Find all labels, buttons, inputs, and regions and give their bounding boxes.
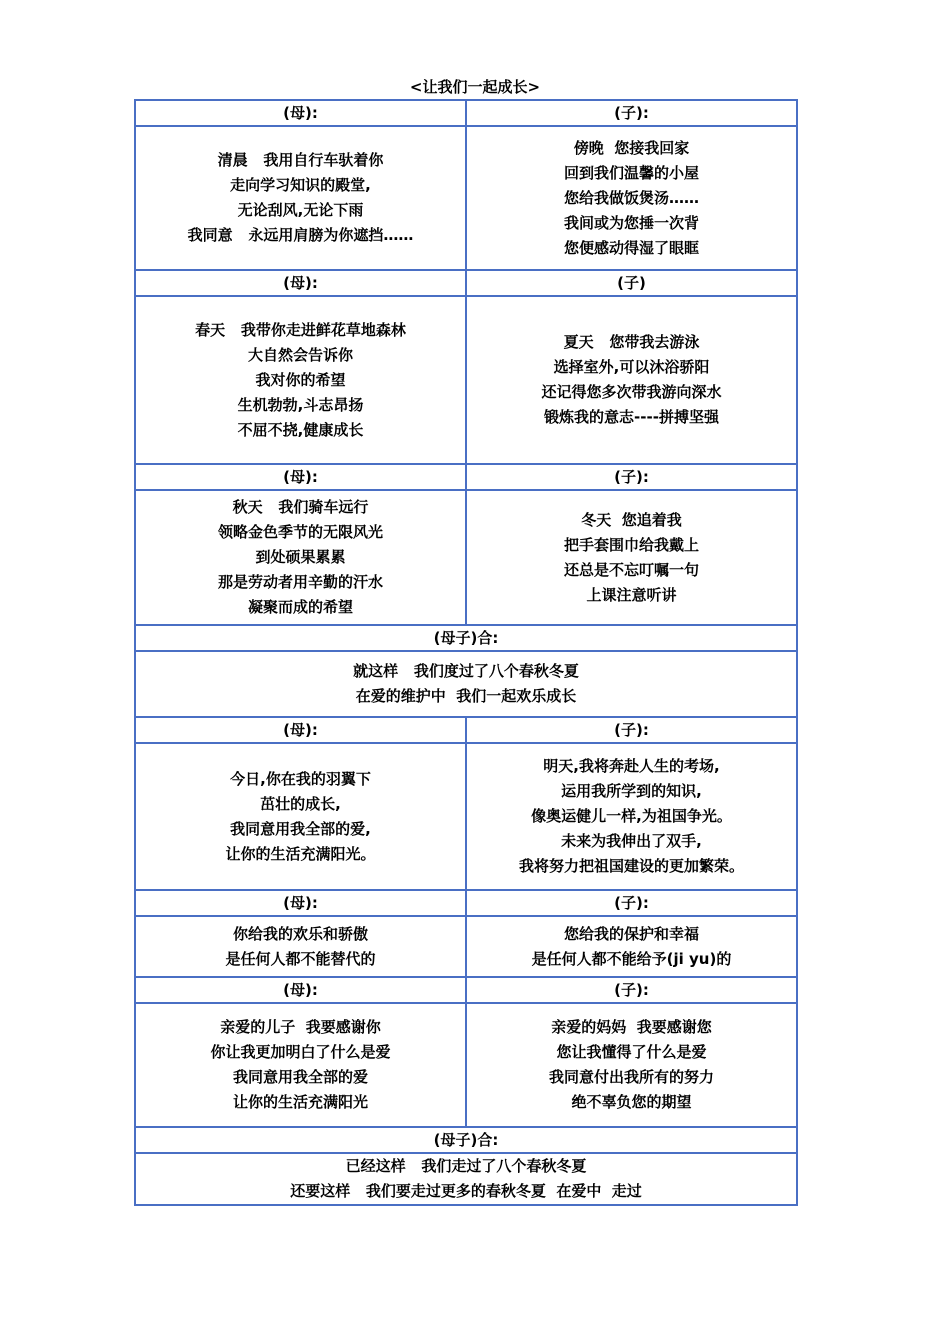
verse-line: 到处硕果累累 — [255, 548, 346, 566]
verse-line: 领略金色季节的无限风光 — [217, 523, 383, 541]
speaker-row — [135, 890, 797, 916]
verse-line: 您给我做饭煲汤…… — [563, 188, 699, 207]
verse-line: 大自然会告诉你 — [247, 345, 353, 364]
verse-mother — [135, 296, 466, 464]
verse-line: 走向学习知识的殿堂, — [230, 176, 371, 194]
speaker-mother: (母): — [135, 717, 466, 743]
verse-line: 无论刮风,无论下雨 — [237, 201, 364, 219]
verse-son — [466, 296, 797, 464]
speaker-mother: (母): — [135, 100, 466, 126]
verse-line: 我同意付出我所有的努力 — [548, 1068, 714, 1086]
speaker-mother: (母): — [135, 270, 466, 296]
verse-line: 运用我所学到的知识, — [561, 782, 702, 800]
verse-row — [135, 126, 797, 270]
verse-line: 绝不辜负您的期望 — [571, 1093, 692, 1111]
verse-son — [466, 490, 797, 625]
verse-row — [135, 1003, 797, 1127]
verse-line: 亲爱的妈妈 我要感谢您 — [551, 1018, 712, 1036]
verse-line: 我同意 永远用肩膀为你遮挡…… — [187, 226, 414, 244]
speaker-row — [135, 270, 797, 296]
verse-line: 凝聚而成的希望 — [247, 598, 353, 616]
verse-line: 我将努力把祖国建设的更加繁荣。 — [518, 857, 744, 875]
verse-together — [135, 1153, 797, 1205]
verse-line: 您让我懂得了什么是爱 — [556, 1043, 707, 1061]
verse-line: 你给我的欢乐和骄傲 — [232, 924, 368, 943]
verse-line: 是任何人都不能替代的 — [225, 949, 376, 968]
speaker-son: (子): — [466, 100, 797, 126]
speaker-row — [135, 464, 797, 490]
verse-line: 就这样 我们度过了八个春秋冬夏 — [353, 662, 579, 680]
poem-table — [134, 99, 798, 1206]
verse-line: 回到我们温馨的小屋 — [563, 163, 699, 182]
verse-line: 我对你的希望 — [255, 370, 346, 389]
verse-line: 茁壮的成长, — [260, 794, 341, 813]
speaker-together: (母子)合: — [135, 1127, 797, 1153]
verse-line: 那是劳动者用辛勤的汗水 — [217, 573, 383, 591]
verse-line: 上课注意听讲 — [586, 585, 677, 604]
verse-line: 亲爱的儿子 我要感谢你 — [220, 1018, 381, 1036]
verse-son — [466, 1003, 797, 1127]
verse-mother — [135, 126, 466, 270]
speaker-row — [135, 1127, 797, 1153]
verse-line: 让你的生活充满阳光 — [232, 1093, 368, 1111]
verse-mother — [135, 916, 466, 977]
verse-line: 把手套围巾给我戴上 — [563, 535, 699, 554]
page-title: <让我们一起成长> — [409, 78, 541, 96]
verse-line: 还记得您多次带我游向深水 — [541, 383, 722, 401]
verse-line: 我同意用我全部的爱 — [232, 1068, 368, 1086]
verse-line: 春天 我带你走进鲜花草地森林 — [195, 320, 406, 339]
verse-line: 您给我的保护和幸福 — [563, 924, 699, 943]
speaker-son: (子): — [466, 717, 797, 743]
verse-line: 选择室外,可以沐浴骄阳 — [553, 358, 710, 376]
verse-line: 今日,你在我的羽翼下 — [230, 769, 371, 788]
speaker-row — [135, 717, 797, 743]
speaker-son: (子) — [466, 270, 797, 296]
verse-line: 像奥运健儿一样,为祖国争光。 — [531, 807, 732, 825]
verse-row — [135, 651, 797, 717]
verse-row — [135, 296, 797, 464]
speaker-son: (子): — [466, 890, 797, 916]
verse-line: 傍晚 您接我回家 — [573, 138, 690, 157]
verse-line: 夏天 您带我去游泳 — [563, 333, 700, 351]
verse-line: 明天,我将奔赴人生的考场, — [543, 757, 720, 775]
speaker-mother: (母): — [135, 977, 466, 1003]
verse-row — [135, 743, 797, 890]
verse-line: 清晨 我用自行车驮着你 — [217, 151, 384, 169]
verse-row — [135, 916, 797, 977]
speaker-mother: (母): — [135, 890, 466, 916]
verse-line: 你让我更加明白了什么是爱 — [210, 1043, 391, 1061]
verse-row — [135, 1153, 797, 1205]
verse-line: 还总是不忘叮嘱一句 — [563, 560, 699, 579]
verse-line: 秋天 我们骑车远行 — [232, 498, 369, 516]
verse-son — [466, 916, 797, 977]
verse-line: 还要这样 我们要走过更多的春秋冬夏 在爱中 走过 — [290, 1182, 642, 1200]
verse-mother — [135, 743, 466, 890]
verse-line: 已经这样 我们走过了八个春秋冬夏 — [345, 1157, 587, 1175]
verse-son — [466, 743, 797, 890]
verse-line: 不屈不挠,健康成长 — [237, 420, 364, 439]
speaker-mother: (母): — [135, 464, 466, 490]
verse-mother — [135, 1003, 466, 1127]
verse-line: 在爱的维护中 我们一起欢乐成长 — [355, 687, 577, 705]
verse-line: 生机勃勃,斗志昂扬 — [237, 395, 364, 414]
verse-son — [466, 126, 797, 270]
verse-line: 未来为我伸出了双手, — [561, 832, 702, 850]
verse-mother — [135, 490, 466, 625]
speaker-row — [135, 625, 797, 651]
verse-line: 让你的生活充满阳光。 — [225, 844, 376, 863]
speaker-row — [135, 977, 797, 1003]
verse-line: 锻炼我的意志----拼搏坚强 — [544, 408, 719, 426]
speaker-son: (子): — [466, 977, 797, 1003]
verse-line: 您便感动得湿了眼眶 — [563, 238, 699, 257]
verse-line: 我间或为您捶一次背 — [563, 213, 699, 232]
verse-line: 冬天 您追着我 — [581, 510, 682, 529]
verse-together — [135, 651, 797, 717]
verse-line: 是任何人都不能给予(ji yu)的 — [531, 949, 732, 968]
verse-line: 我同意用我全部的爱, — [230, 819, 371, 838]
verse-row — [135, 490, 797, 625]
speaker-together: (母子)合: — [135, 625, 797, 651]
speaker-row — [135, 100, 797, 126]
speaker-son: (子): — [466, 464, 797, 490]
